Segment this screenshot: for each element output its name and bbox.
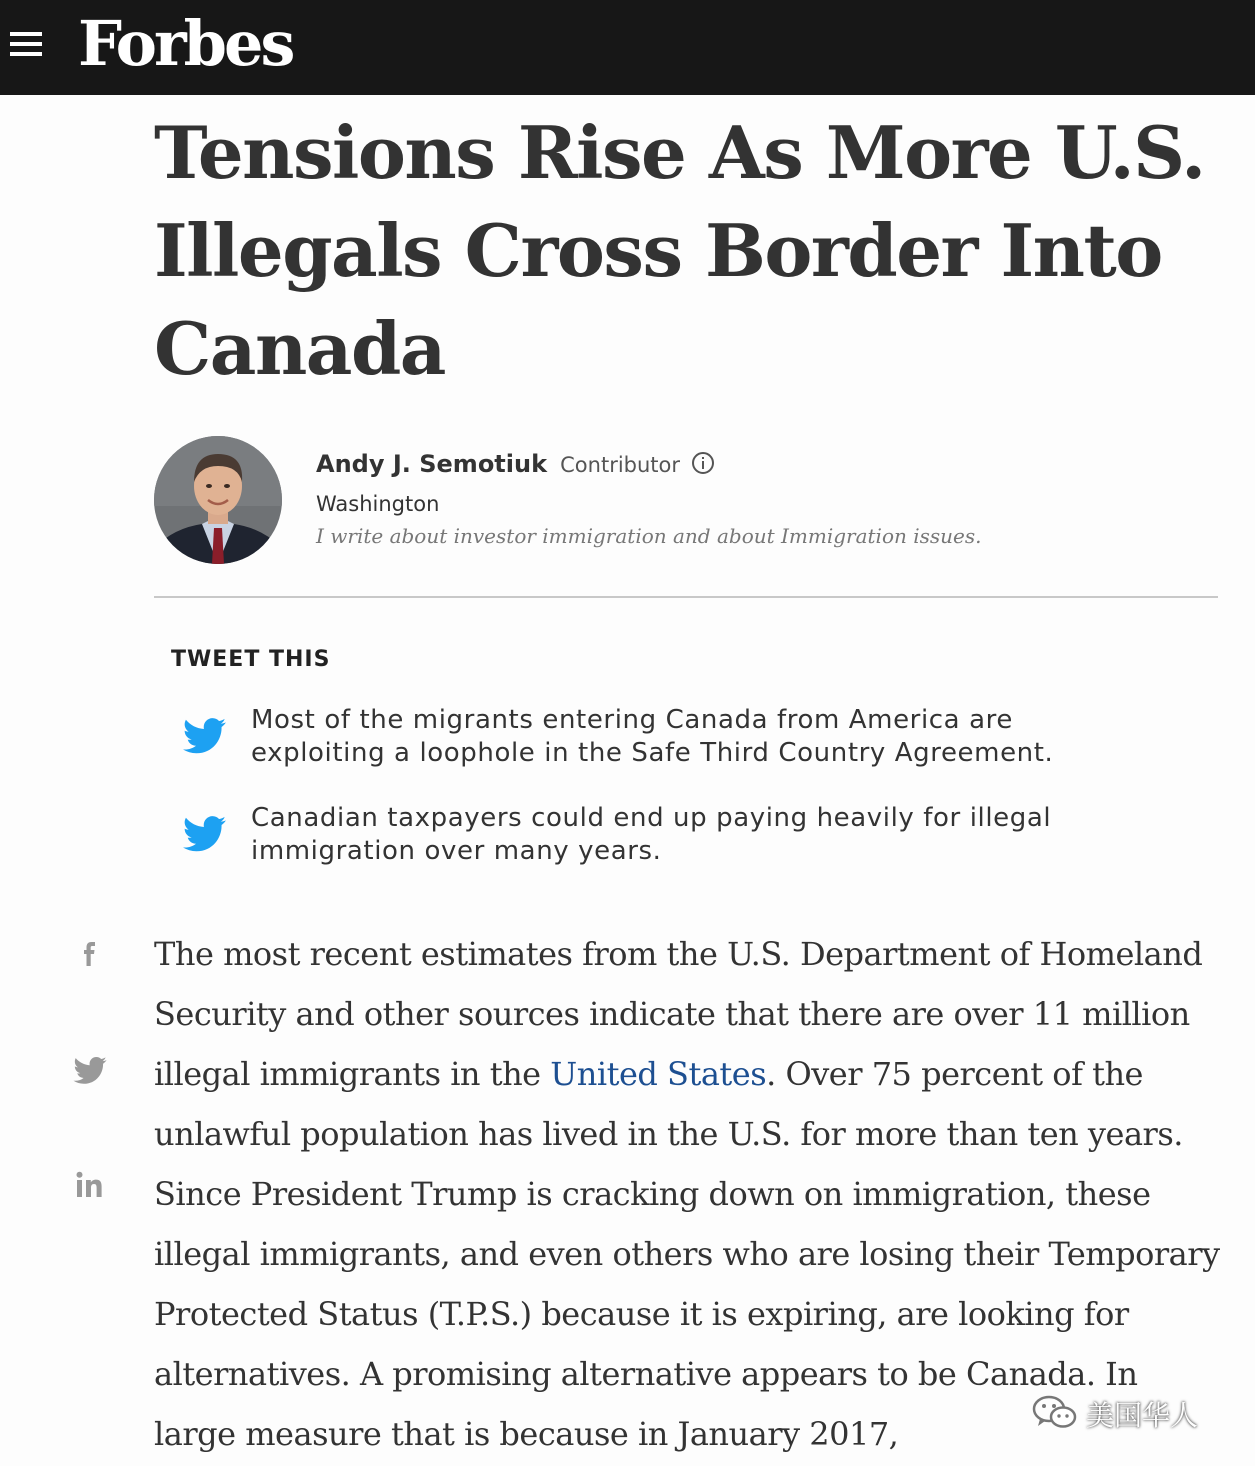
article-text: The most recent estimates from the U.S. Department of Homeland Security and other sources indicate that there are over 11 million illegal immigrants in the	[154, 935, 1203, 1093]
author-avatar[interactable]	[154, 436, 282, 564]
author-line	[316, 450, 715, 486]
menu-icon[interactable]	[10, 32, 42, 56]
watermark	[1030, 1392, 1199, 1432]
article-paragraph	[154, 924, 1224, 1464]
article-text: . Over 75 percent of the unlawful population has lived in the U.S. for more than ten years. Since President Trump is cracking down on immigration, these illegal immigrants, and even others who are losing their Temporary Protected Status (T.P.S.) because it is expiring, are looking for alternatives. A promising alternative appears to be Canada. In large measure that is because in January 2017,	[154, 1055, 1220, 1453]
wechat-icon	[1030, 1392, 1080, 1432]
forbes-logo[interactable]: Forbes	[78, 7, 293, 80]
top-navigation-bar	[0, 0, 1255, 95]
watermark-text: 美国华人	[1086, 1399, 1199, 1432]
tweet-this-heading: TWEET THIS	[171, 647, 331, 672]
author-location: Washington	[316, 492, 440, 516]
author-bio: I write about investor immigration and about Immigration issues.	[316, 524, 982, 548]
article-title: Tensions Rise As More U.S. Illegals Cross Border Into Canada	[154, 110, 1205, 391]
divider	[154, 596, 1218, 598]
author-role: Contributor	[560, 453, 681, 477]
twitter-bird-icon	[183, 718, 227, 754]
twitter-bird-icon	[183, 816, 227, 852]
tweet-text: Most of the migrants entering Canada from America are exploiting a loophole in the Safe Third Country Agreement.	[251, 705, 1054, 768]
tweet-text: Canadian taxpayers could end up paying heavily for illegal immigration over many years.	[251, 803, 1052, 866]
info-icon[interactable]	[691, 451, 715, 479]
twitter-icon[interactable]	[72, 1052, 108, 1088]
author-name[interactable]: Andy J. Semotiuk	[316, 450, 548, 478]
united-states-link[interactable]: United States	[550, 1055, 767, 1093]
facebook-icon[interactable]	[72, 936, 108, 972]
linkedin-icon[interactable]	[72, 1168, 108, 1204]
